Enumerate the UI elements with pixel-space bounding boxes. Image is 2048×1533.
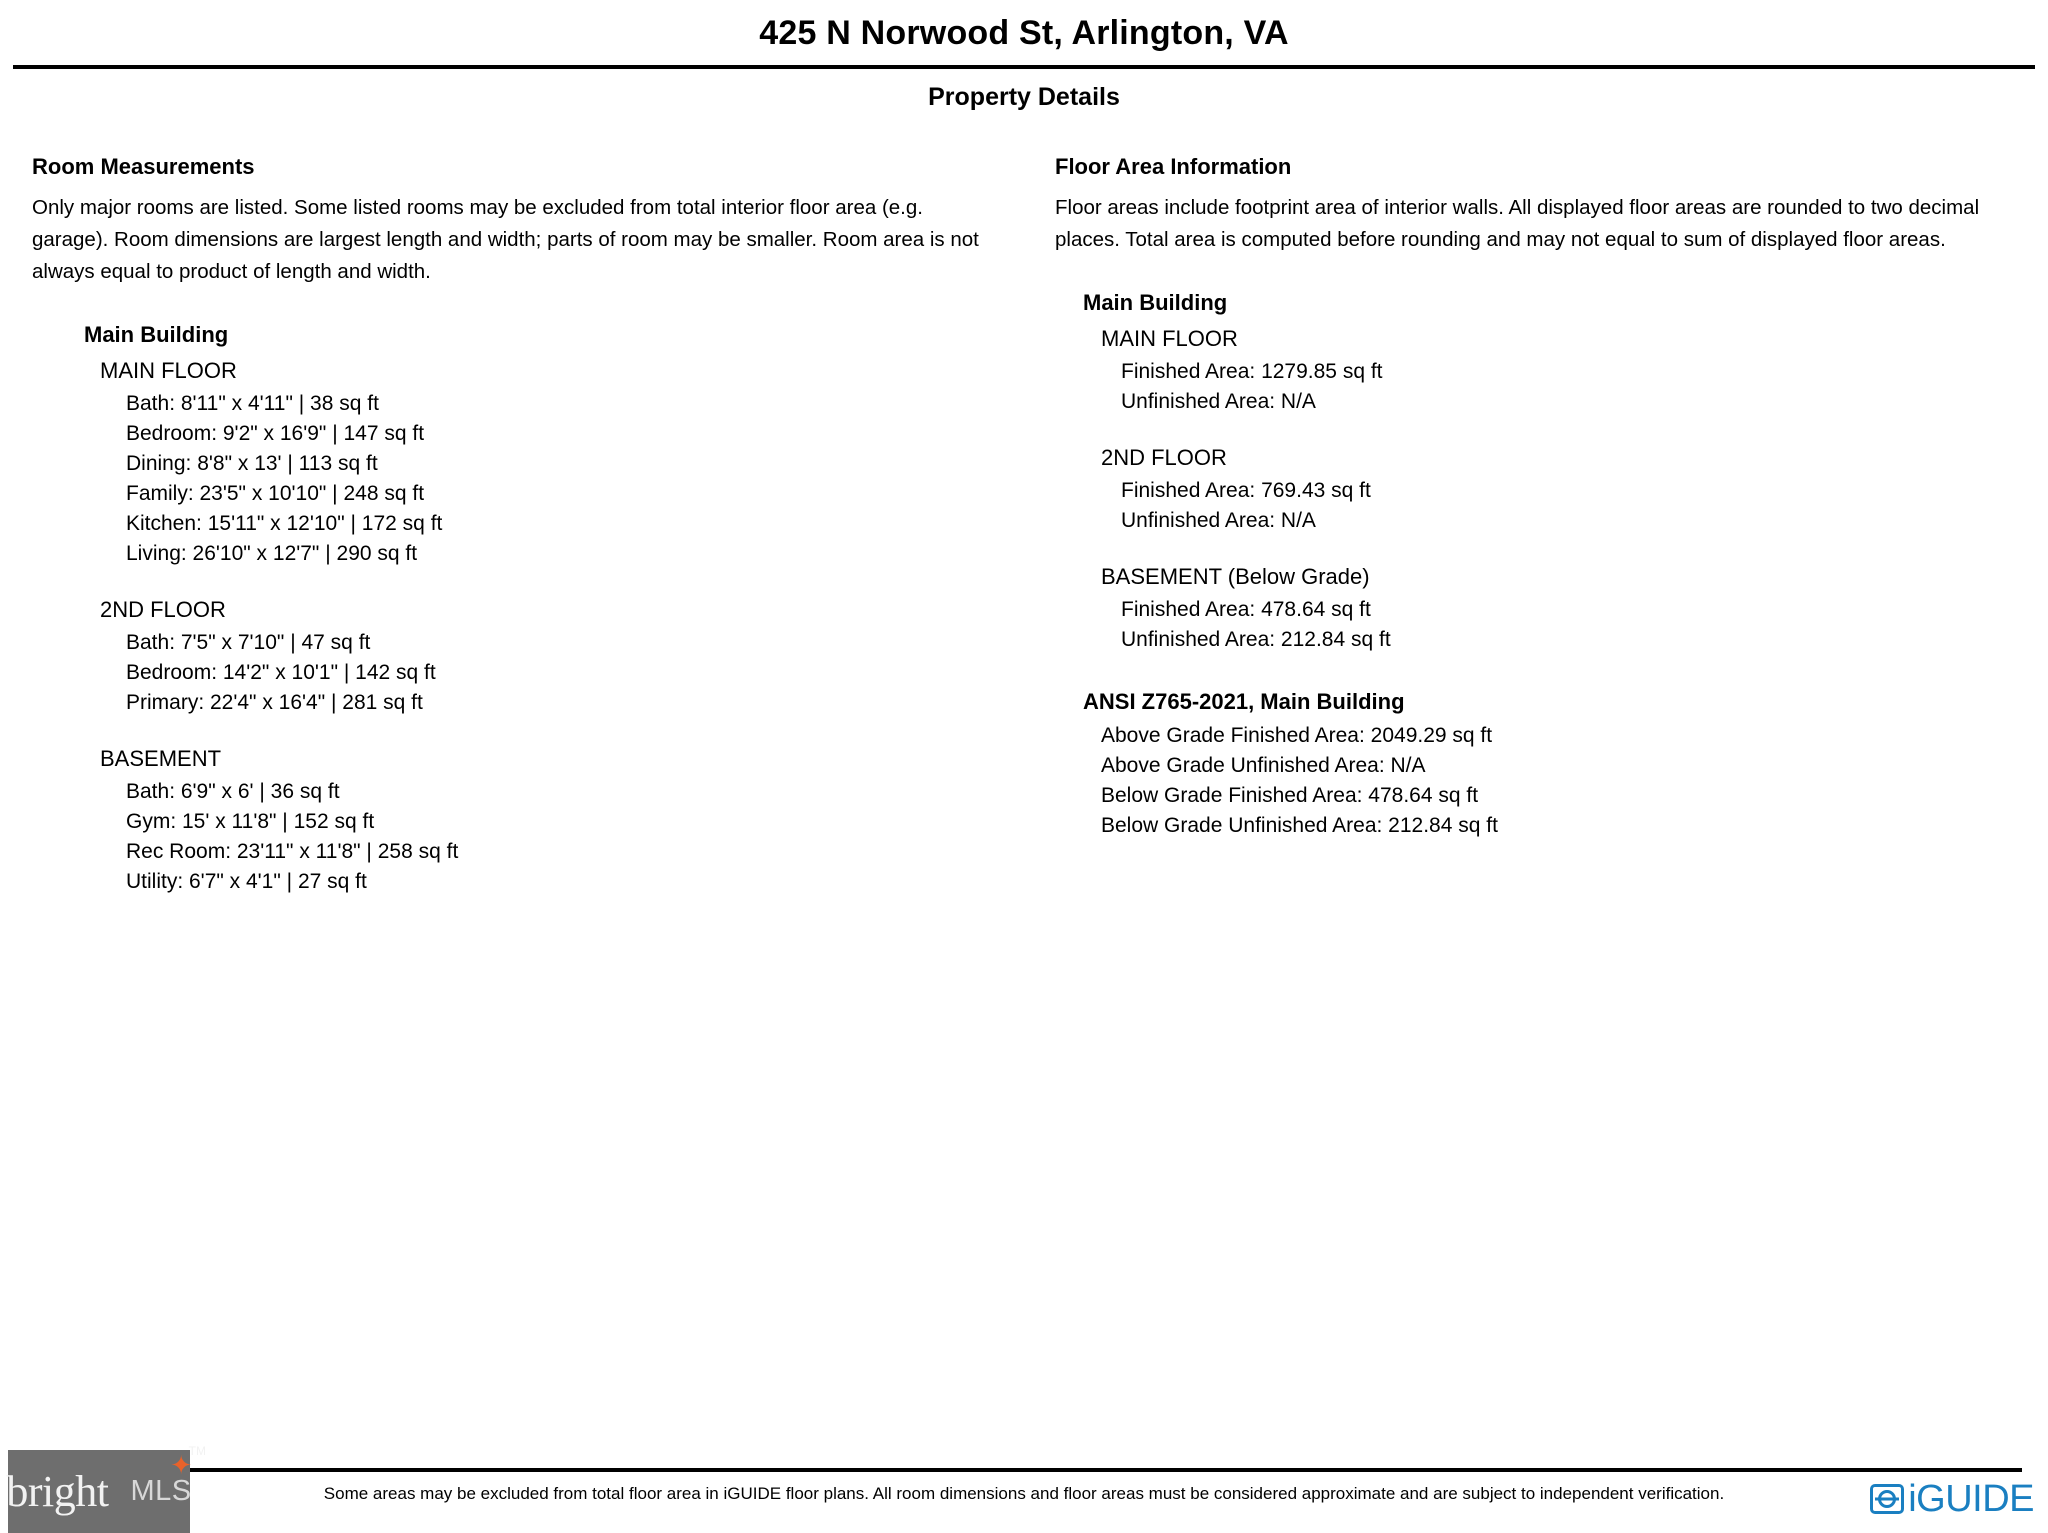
document-header xyxy=(0,0,2048,112)
room-line: Utility: 6'7" x 4'1" | 27 sq ft xyxy=(126,870,367,893)
content-columns xyxy=(0,154,2048,923)
room-line: Primary: 22'4" x 16'4" | 281 sq ft xyxy=(126,691,423,714)
floor-area-blurb: Floor areas include footprint area of interior walls. All displayed floor areas are rounded to two decimal places. Total area is computed before rounding and may not equal to sum of displayed floor areas. xyxy=(1055,196,1980,251)
ansi-standard-block xyxy=(1055,689,2002,841)
floor-name: 2ND FLOOR xyxy=(1101,445,1227,470)
bright-mls-logo xyxy=(6,1444,206,1533)
room-measurements-building-group xyxy=(32,322,1007,897)
area-block-main xyxy=(1055,324,2002,417)
area-line: Unfinished Area: N/A xyxy=(1121,390,1316,413)
page-title: 425 N Norwood St, Arlington, VA xyxy=(759,14,1289,52)
area-block-basement xyxy=(1055,562,2002,655)
room-line: Living: 26'10" x 12'7" | 290 sq ft xyxy=(126,542,418,565)
area-block-second xyxy=(1055,443,2002,536)
room-line: Bath: 8'11" x 4'11" | 38 sq ft xyxy=(126,392,379,415)
ansi-line: Below Grade Finished Area: 478.64 sq ft xyxy=(1101,784,1479,807)
area-line: Unfinished Area: N/A xyxy=(1121,509,1316,532)
room-line: Family: 23'5" x 10'10" | 248 sq ft xyxy=(126,482,425,505)
room-line: Bath: 6'9" x 6' | 36 sq ft xyxy=(126,780,340,803)
star-icon: ✦ xyxy=(170,1450,192,1480)
room-line: Bedroom: 14'2" x 10'1" | 142 sq ft xyxy=(126,661,436,684)
bright-wordmark: bright xyxy=(6,1466,109,1516)
ansi-line: Below Grade Unfinished Area: 212.84 sq ft xyxy=(1101,814,1498,837)
floor-name: BASEMENT (Below Grade) xyxy=(1101,564,1370,589)
iguide-logo xyxy=(1870,1480,2034,1518)
page-subtitle: Property Details xyxy=(928,83,1120,111)
floor-area-column xyxy=(1027,154,2022,923)
mls-label: MLS xyxy=(130,1475,192,1507)
ansi-title: ANSI Z765-2021, Main Building xyxy=(1083,689,1405,714)
floor-block-main xyxy=(32,356,1007,569)
room-measurements-building-label: Main Building xyxy=(84,322,229,347)
floor-name: MAIN FLOOR xyxy=(1101,326,1238,351)
trademark-label: TM xyxy=(188,1444,206,1458)
floor-block-second xyxy=(32,595,1007,718)
area-line: Unfinished Area: 212.84 sq ft xyxy=(1121,628,1391,651)
room-line: Rec Room: 23'11" x 11'8" | 258 sq ft xyxy=(126,840,459,863)
room-line: Bath: 7'5" x 7'10" | 47 sq ft xyxy=(126,631,371,654)
floor-block-basement xyxy=(32,744,1007,897)
footer-divider xyxy=(26,1468,2022,1472)
floor-name: BASEMENT xyxy=(100,746,222,771)
room-line: Kitchen: 15'11" x 12'10" | 172 sq ft xyxy=(126,512,443,535)
area-line: Finished Area: 478.64 sq ft xyxy=(1121,598,1371,621)
room-line: Dining: 8'8" x 13' | 113 sq ft xyxy=(126,452,378,475)
room-line: Gym: 15' x 11'8" | 152 sq ft xyxy=(126,810,375,833)
panorama-camera-icon xyxy=(1870,1484,1904,1514)
footer-disclaimer: Some areas may be excluded from total floor area in iGUIDE floor plans. All room dimensions and floor areas must be considered approximate and are subject to independent verification. xyxy=(323,1484,1725,1503)
floor-area-heading: Floor Area Information xyxy=(1055,154,1292,179)
ansi-line: Above Grade Unfinished Area: N/A xyxy=(1101,754,1426,777)
area-line: Finished Area: 1279.85 sq ft xyxy=(1121,360,1383,383)
room-line: Bedroom: 9'2" x 16'9" | 147 sq ft xyxy=(126,422,425,445)
floor-name: 2ND FLOOR xyxy=(100,597,226,622)
floor-area-building-group xyxy=(1055,290,2002,655)
ansi-line: Above Grade Finished Area: 2049.29 sq ft xyxy=(1101,724,1493,747)
header-divider xyxy=(13,65,2035,69)
floor-area-building-label: Main Building xyxy=(1083,290,1228,315)
room-measurements-blurb: Only major rooms are listed. Some listed rooms may be excluded from total interior floor area (e.g. garage). Room dimensions are largest length and width; parts of room may be smaller. Room area is not always equal to product of length and width. xyxy=(32,196,979,283)
room-measurements-column xyxy=(32,154,1027,923)
room-measurements-heading: Room Measurements xyxy=(32,154,255,179)
floor-name: MAIN FLOOR xyxy=(100,358,237,383)
area-line: Finished Area: 769.43 sq ft xyxy=(1121,479,1371,502)
document-footer xyxy=(0,1440,2048,1533)
iguide-wordmark: iGUIDE xyxy=(1908,1478,2034,1520)
